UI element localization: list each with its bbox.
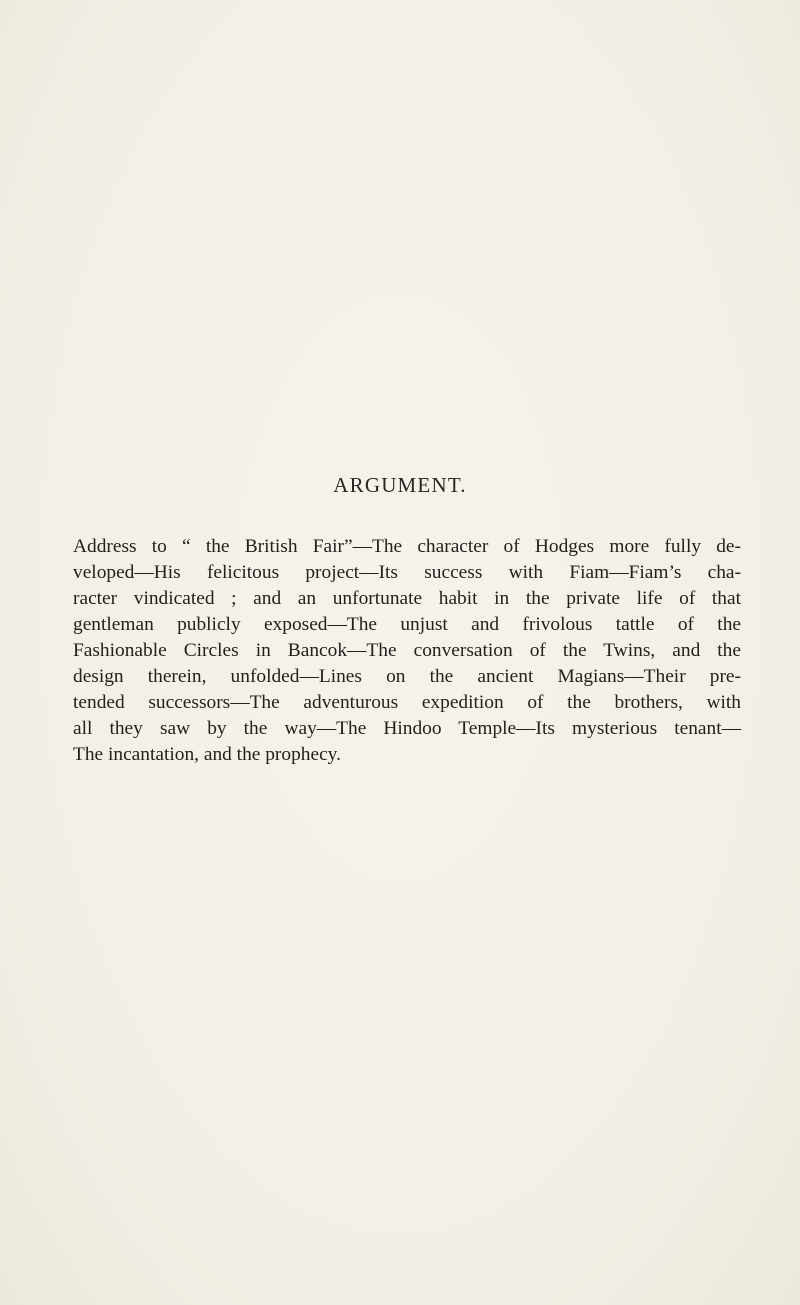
argument-line: The incantation, and the prophecy. (73, 744, 341, 765)
argument-line: racter vindicated ; and an unfortunate habit in the private life of that (73, 588, 741, 609)
argument-line: gentleman publicly exposed—The unjust and frivolous tattle of the (73, 614, 741, 635)
argument-line: all they saw by the way—The Hindoo Temple—Its mysterious tenant— (73, 718, 741, 739)
chapter-heading: ARGUMENT. (333, 473, 467, 497)
argument-line: tended successors—The adventurous expedition of the brothers, with (73, 692, 741, 713)
argument-paragraph (73, 534, 741, 768)
argument-line: veloped—His felicitous project—Its success with Fiam—Fiam’s cha- (73, 562, 741, 583)
argument-line: design therein, unfolded—Lines on the ancient Magians—Their pre- (73, 666, 741, 687)
argument-line: Fashionable Circles in Bancok—The conversation of the Twins, and the (73, 640, 741, 661)
argument-line: Address to “ the British Fair”—The character of Hodges more fully de- (73, 536, 741, 557)
